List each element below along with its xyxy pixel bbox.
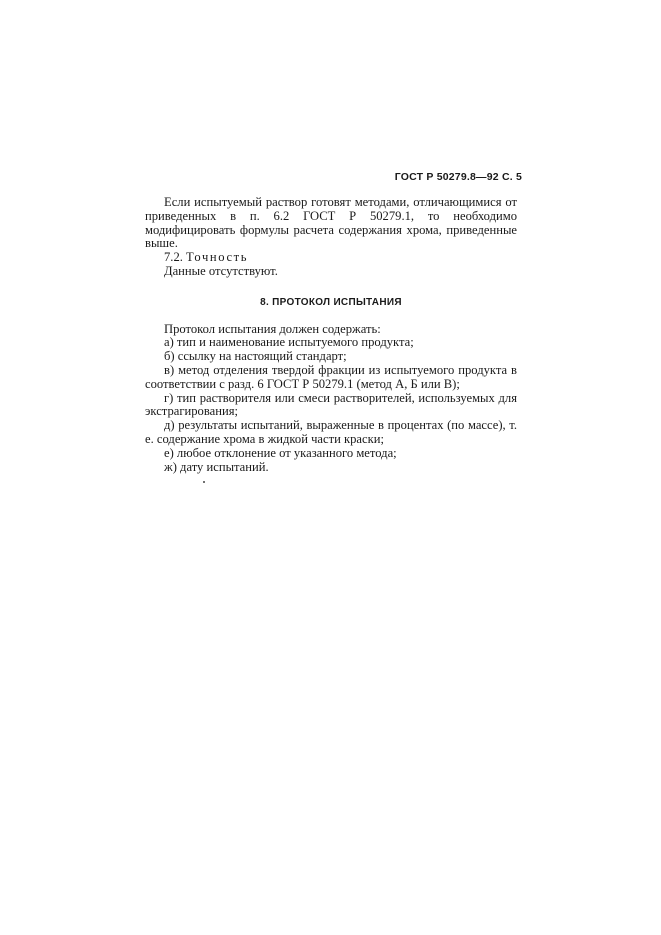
list-item: в) метод отделения твердой фракции из испытуемого продукта в соответствии с разд. 6 ГОСТ Р 50279.1 (метод А, Б или В); [145, 362, 517, 391]
subsection-title: Точность [186, 250, 249, 265]
list-item: ж) дату испытаний. [164, 459, 269, 474]
subsection-number: 7.2. [164, 250, 183, 265]
scan-speck [203, 481, 205, 483]
list-item: г) тип растворителя или смеси растворителей, используемых для экстрагирования; [145, 390, 517, 419]
subsection-heading [145, 251, 517, 265]
page-header-standard-ref: ГОСТ Р 50279.8—92 С. 5 [394, 171, 522, 183]
document-body [145, 196, 517, 474]
paragraph-method-modification: Если испытуемый раствор готовят методами, отличающимися от приведенных в п. 6.2 ГОСТ Р 50279.1, то необходимо модифицировать формулы расчета содержания хрома, приведенные выше. [145, 195, 517, 251]
list-item: д) результаты испытаний, выраженные в процентах (по массе), т. е. содержание хрома в жидкой части краски; [145, 418, 517, 446]
section-title: 8. ПРОТОКОЛ ИСПЫТАНИЯ [260, 296, 402, 308]
list-item: е) любое отклонение от указанного метода; [164, 445, 397, 460]
list-intro: Протокол испытания должен содержать: [164, 321, 381, 336]
list-item: а) тип и наименование испытуемого продукта; [164, 335, 414, 350]
subsection-text: Данные отсутствуют. [164, 263, 278, 278]
list-item: б) ссылку на настоящий стандарт; [164, 349, 347, 364]
